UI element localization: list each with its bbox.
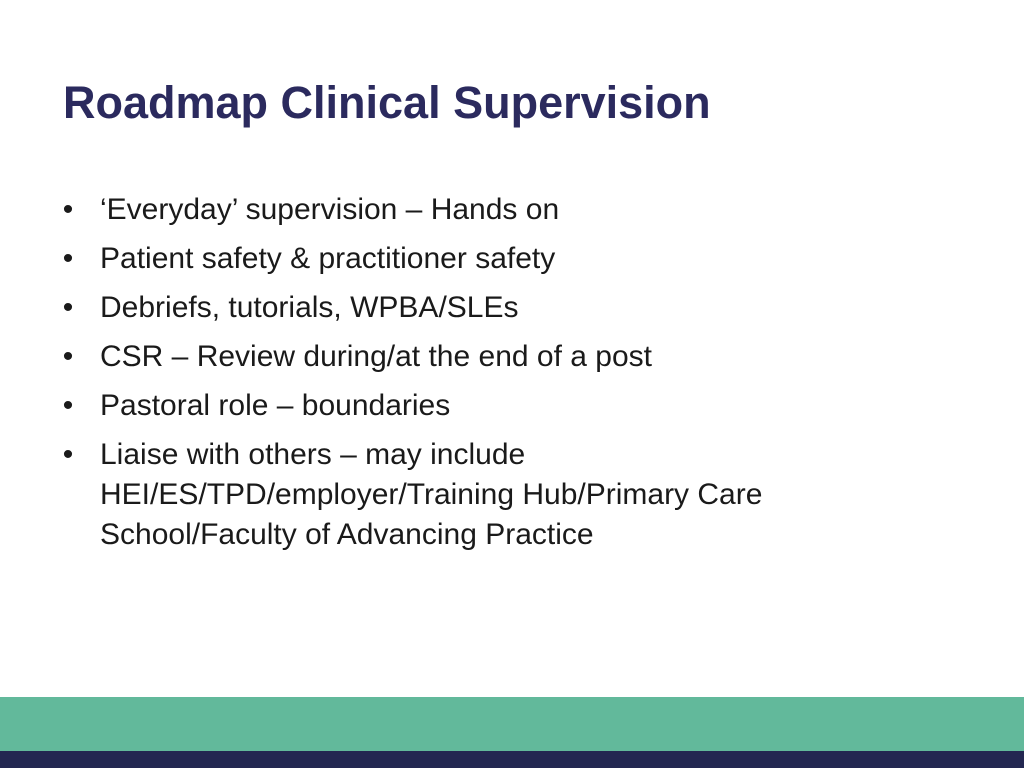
bullet-item	[58, 435, 958, 555]
bullet-item	[58, 190, 958, 230]
bullet-item	[58, 288, 958, 328]
bullet-text: CSR – Review during/at the end of a post	[100, 340, 652, 373]
bullet-marker: •	[62, 242, 74, 275]
bullet-list	[58, 190, 958, 564]
bullet-text: Pastoral role – boundaries	[100, 389, 451, 422]
footer-band-teal	[0, 697, 1024, 751]
bullet-text-continuation: School/Faculty of Advancing Practice	[100, 518, 594, 551]
bullet-item	[58, 337, 958, 377]
bullet-text: Debriefs, tutorials, WPBA/SLEs	[100, 291, 519, 324]
bullet-marker: •	[62, 340, 74, 373]
bullet-text: Liaise with others – may include	[100, 438, 526, 471]
bullet-marker: •	[62, 389, 74, 422]
bullet-marker: •	[62, 291, 74, 324]
bullet-text: ‘Everyday’ supervision – Hands on	[100, 193, 560, 226]
bullet-marker: •	[62, 193, 74, 226]
slide-title: Roadmap Clinical Supervision	[63, 77, 711, 128]
bullet-item	[58, 386, 958, 426]
bullet-text-continuation: HEI/ES/TPD/employer/Training Hub/Primary Care	[100, 478, 763, 511]
footer-band-navy	[0, 751, 1024, 768]
bullet-text: Patient safety & practitioner safety	[100, 242, 556, 275]
bullet-item	[58, 239, 958, 279]
bullet-marker: •	[62, 438, 74, 471]
